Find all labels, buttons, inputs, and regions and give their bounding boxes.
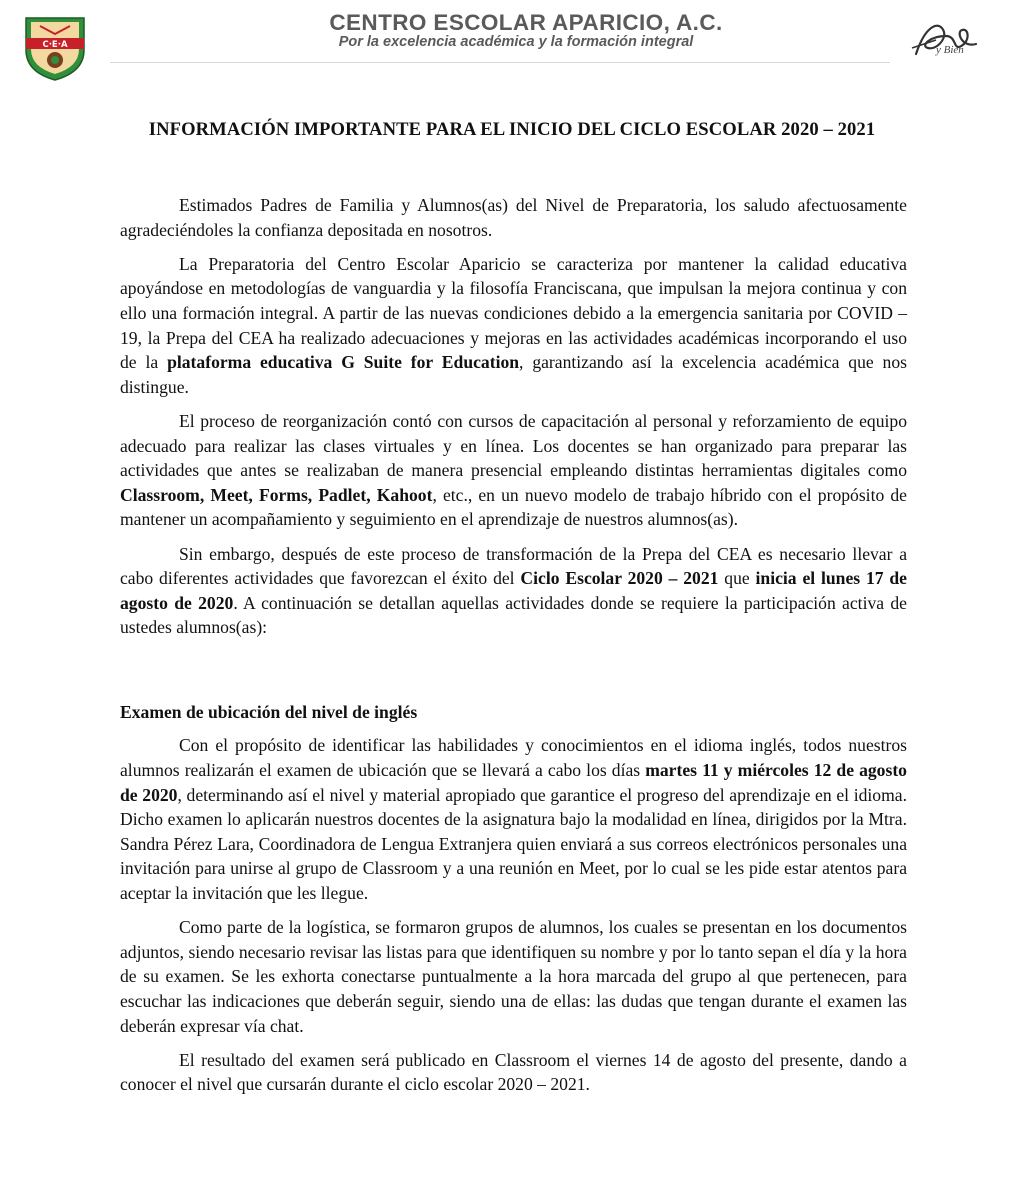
paragraph-school-year: Sin embargo, después de este proceso de transformación de la Prepa del CEA es necesario llevar a cabo diferentes actividades que favorezcan el éxito del Ciclo Escolar 2020 – 2021 que inicia el lunes 17 de agosto de 2020. A continuación se detallan aquellas actividades donde se requiere la participación activa de ustedes alumnos(as):: [120, 543, 907, 638]
shield-letters: C·E·A: [42, 40, 68, 50]
paragraph-greeting: Estimados Padres de Familia y Alumnos(as) del Nivel de Preparatoria, los saludo afectuosamente agradeciéndoles la confianza depositada en nosotros.: [120, 195, 907, 240]
paragraph-logistics: Como parte de la logística, se formaron grupos de alumnos, los cuales se presentan en los documentos adjuntos, siendo necesario revisar las listas para que identifiquen su nombre y por lo tanto sepan el día y la hora de su examen. Se les exhorta conectarse puntualmente a la hora marcada del grupo al que pertenecen, para escuchar las indicaciones que deberán seguir, siendo una de ellas: las dudas que tengan durante el examen las deberán expresar vía chat.: [120, 917, 907, 1036]
signature-logo-icon: [906, 14, 1002, 70]
paragraph-platform: La Preparatoria del Centro Escolar Aparicio se caracteriza por mantener la calidad educativa apoyándose en metodologías de vanguardia y la filosofía Franciscana, que impulsan la mejora continua y con ello una formación integral. A partir de las nuevas condiciones debido a la emergencia sanitaria por COVID – 19, la Prepa del CEA ha realizado adecuaciones y mejoras en las actividades académicas incorporando el uso de la plataforma educativa G Suite for Education, garantizando así la excelencia académica que nos distingue.: [120, 253, 907, 397]
paragraph-results: El resultado del examen será publicado en Classroom el viernes 14 de agosto del presente, dando a conocer el nivel que cursarán durante el ciclo escolar 2020 – 2021.: [120, 1049, 907, 1095]
bold-start-date: inicia el lunes 17 de agosto de 2020: [120, 568, 907, 613]
bold-tools: Classroom, Meet, Forms, Padlet, Kahoot: [120, 484, 433, 505]
header-divider: [110, 62, 890, 63]
paragraph-tools: El proceso de reorganización contó con cursos de capacitación al personal y reforzamiento de equipo adecuado para realizar las clases virtuales y en línea. Los docentes se han organizado para preparar las actividades que antes se realizaban de manera presencial empleando distintas herramientas digitales como Classroom, Meet, Forms, Padlet, Kahoot, etc., en un nuevo modelo de trabajo híbrido con el propósito de mantener un acompañamiento y seguimiento en el aprendizaje de nuestros alumnos(as).: [120, 410, 907, 530]
letter-body: [120, 193, 907, 1107]
bold-platform: plataforma educativa G Suite for Education: [167, 352, 520, 373]
school-motto: Por la excelencia académica y la formación integral: [338, 34, 694, 50]
school-name: CENTRO ESCOLAR APARICIO, A.C.: [329, 10, 723, 35]
paragraph-exam-dates: Con el propósito de identificar las habilidades y conocimientos en el idioma inglés, todos nuestros alumnos realizarán el examen de ubicación que se llevará a cabo los días martes 11 y miércoles 12 de agosto de 2020, determinando así el nivel y material apropiado que garantice el progreso del aprendizaje en el idioma. Dicho examen lo aplicarán nuestros docentes de la asignatura bajo la modalidad en línea, dirigidos por la Mtra. Sandra Pérez Lara, Coordinadora de Lengua Extranjera quien enviará a sus correos electrónicos personales una invitación para unirse al grupo de Classroom y a una reunión en Meet, por lo cual se les pide estar atentos para aceptar la invitación que les llegue.: [120, 735, 907, 904]
signature-text: y Bien: [936, 44, 964, 56]
bold-school-year: Ciclo Escolar 2020 – 2021: [520, 568, 719, 589]
letterhead: [0, 0, 1024, 90]
bold-exam-dates: martes 11 y miércoles 12 de agosto de 2020: [120, 760, 907, 805]
document-title: INFORMACIÓN IMPORTANTE PARA EL INICIO DEL CICLO ESCOLAR 2020 – 2021: [148, 119, 876, 140]
section-heading-english-exam: Examen de ubicación del nivel de inglés: [120, 701, 418, 722]
school-shield-icon: [22, 12, 88, 82]
